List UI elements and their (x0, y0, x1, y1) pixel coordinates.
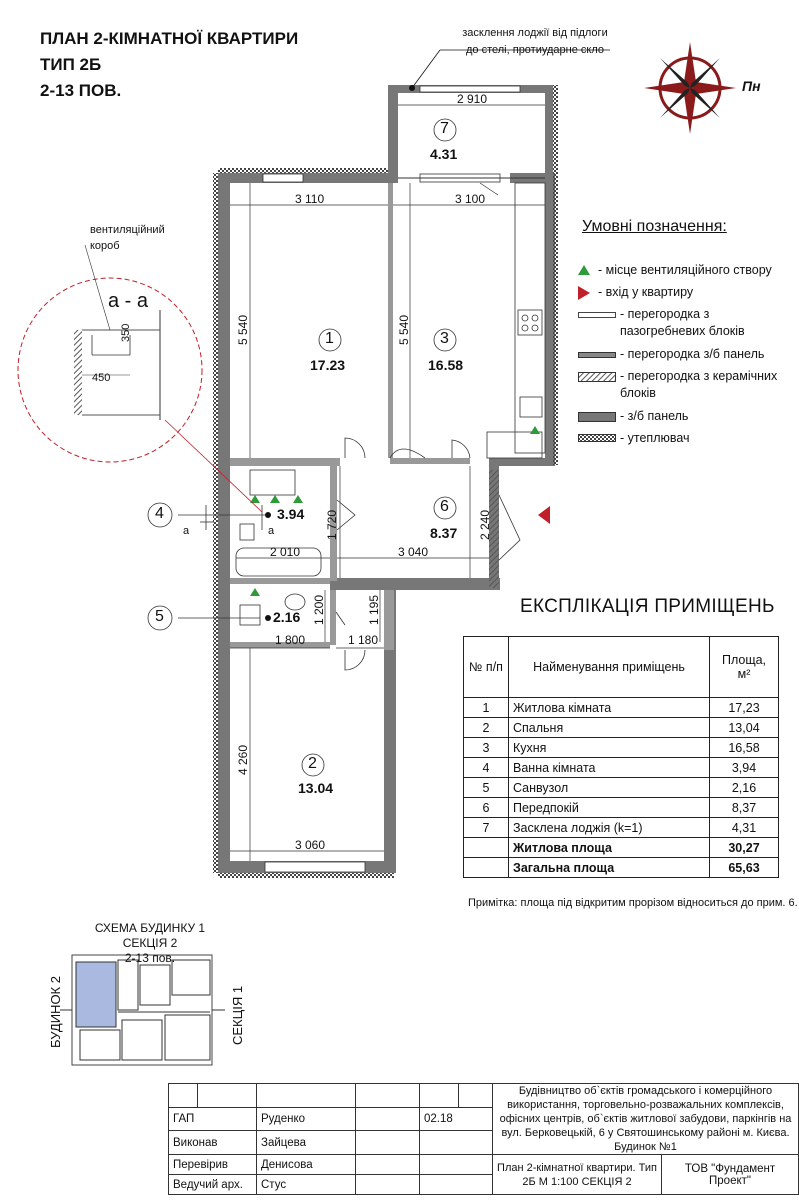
building-scheme (60, 955, 225, 1065)
table-row (464, 818, 779, 838)
room-4-number: 4 (155, 505, 164, 522)
row-area: 13,04 (710, 718, 779, 738)
stamp-role: Перевірив (169, 1155, 257, 1175)
explication-title: ЕКСПЛІКАЦІЯ ПРИМІЩЕНЬ (520, 596, 775, 617)
row-num: 6 (464, 798, 509, 818)
vent-note-line-2: короб (90, 240, 120, 252)
row-num: 2 (464, 718, 509, 738)
row-name: Передпокій (509, 798, 710, 818)
scheme-title (75, 921, 225, 966)
dim-room3-height: 5 540 (397, 314, 411, 345)
note-line-1: засклення лоджії від підлоги (462, 27, 608, 39)
legend-label-gypsum: - перегородка з пазогребневих блоків (620, 307, 745, 338)
stamp-role: Виконав (169, 1131, 257, 1155)
legend-item-entrance (578, 284, 778, 306)
ceramic-partition-icon (578, 372, 616, 382)
title-line-3: 2-13 ПОВ. (40, 81, 122, 100)
row-name: Житлова кімната (509, 698, 710, 718)
room-6-number: 6 (440, 498, 449, 515)
room-4-area: 3.94 (277, 506, 305, 522)
legend-label-concrete-partition: - перегородка з/б панель (620, 347, 765, 361)
legend-label-ceramic: - перегородка з керамічних блоків (620, 369, 778, 400)
table-row (464, 758, 779, 778)
dim-hall-width: 3 040 (398, 545, 429, 559)
title-block (168, 1083, 799, 1195)
row-area: 16,58 (710, 738, 779, 758)
room-2-area: 13.04 (298, 780, 334, 796)
col-num-header: № п/п (464, 637, 509, 698)
concrete-partition-icon (578, 352, 616, 358)
scheme-title-line-2: 2-13 пов. (124, 951, 176, 965)
legend-item-concrete-panel (578, 408, 778, 430)
row-area: 17,23 (710, 698, 779, 718)
total-living-row (464, 838, 779, 858)
dim-room1-height: 5 540 (236, 314, 250, 345)
row-num: 7 (464, 818, 509, 838)
stamp-person: Руденко (257, 1107, 356, 1131)
dim-hall-height: 2 240 (478, 509, 492, 540)
legend-item-concrete-partition (578, 346, 778, 368)
row-num: 3 (464, 738, 509, 758)
stamp-person: Зайцева (257, 1131, 356, 1155)
row-name: Засклена лоджія (k=1) (509, 818, 710, 838)
cut-label-left: а (183, 525, 190, 537)
insulation-icon (578, 434, 616, 442)
row-num: 5 (464, 778, 509, 798)
total-living-label: Житлова площа (509, 838, 710, 858)
vent-duct-note (90, 222, 165, 254)
explication-header-row (464, 637, 779, 698)
note-line-2: до стелі, протиударне скло (466, 44, 604, 56)
room-1-area: 17.23 (310, 357, 346, 373)
dim-corridor-width: 1 180 (348, 633, 379, 647)
room-6-area: 8.37 (430, 525, 458, 541)
room-5-area: 2.16 (273, 609, 301, 625)
total-living-value: 30,27 (710, 838, 779, 858)
scheme-left-label: БУДИНОК 2 (48, 976, 63, 1048)
legend-item-gypsum (578, 306, 778, 346)
legend-item-insulation (578, 430, 778, 452)
entrance-marker-icon (578, 286, 590, 300)
room-7-number: 7 (440, 120, 449, 137)
table-row (464, 778, 779, 798)
sheet-description: План 2-кімнатної квартири. Тип 2Б М 1:100 СЕКЦІЯ 2 (493, 1155, 662, 1195)
dim-room2-width: 3 060 (295, 838, 326, 852)
table-row (464, 798, 779, 818)
room-2-number: 2 (308, 755, 317, 772)
title-line-1: ПЛАН 2-КІМНАТНОЇ КВАРТИРИ (40, 29, 299, 48)
cut-label-right: а (268, 525, 275, 537)
explication-table (463, 636, 779, 878)
vent-dim-450: 450 (92, 372, 111, 384)
total-value: 65,63 (710, 858, 779, 878)
total-row (464, 858, 779, 878)
dim-wc-width: 1 800 (275, 633, 306, 647)
project-description: Будівництво об`єктів громадського і комерційного використання, торговельно-розважальних комплексів, офісних центрів, об`єктів житлової забудови, паркінгів на вул. Берковецькій, 6 у Святошинському районі м. Києва. Будинок №1 (493, 1084, 799, 1155)
section-label: а - а (108, 290, 149, 312)
gypsum-partition-icon (578, 312, 616, 318)
stamp-role: ГАП (169, 1107, 257, 1131)
vent-marker-icon (578, 265, 590, 276)
legend-label-vent: - місце вентиляційного створу (598, 263, 772, 277)
dim-bath-width: 2 010 (270, 545, 301, 559)
room-3-number: 3 (440, 330, 449, 347)
row-area: 8,37 (710, 798, 779, 818)
dim-wc-height: 1 200 (312, 594, 326, 625)
row-area: 4,31 (710, 818, 779, 838)
stamp-person: Денисова (257, 1155, 356, 1175)
dim-room2-height: 4 260 (236, 744, 250, 775)
dim-room1-width: 3 110 (295, 192, 325, 206)
north-label: Пн (742, 78, 761, 94)
company-name: ТОВ "Фундамент Проект" (662, 1155, 799, 1195)
room-1-number: 1 (325, 330, 334, 347)
vent-dim-350: 350 (120, 323, 132, 342)
row-num: 1 (464, 698, 509, 718)
title-line-2: ТИП 2Б (40, 55, 102, 74)
vent-note-line-1: вентиляційний (90, 224, 165, 236)
row-area: 2,16 (710, 778, 779, 798)
dim-loggia: 2 910 (457, 92, 488, 106)
dim-bath-height: 1 720 (325, 509, 339, 540)
row-area: 3,94 (710, 758, 779, 778)
scheme-right-label: СЕКЦІЯ 1 (230, 985, 245, 1045)
row-num: 4 (464, 758, 509, 778)
legend-label-insulation: - утеплювач (620, 431, 690, 445)
room-3-area: 16.58 (428, 357, 464, 373)
dim-corridor-height: 1 195 (367, 594, 381, 625)
row-name: Санвузол (509, 778, 710, 798)
legend-label-entrance: - вхід у квартиру (598, 285, 694, 299)
scheme-title-line-1: СХЕМА БУДИНКУ 1 СЕКЦІЯ 2 (94, 921, 206, 950)
table-row (464, 698, 779, 718)
table-row (464, 718, 779, 738)
stamp-role: Ведучий арх. (169, 1175, 257, 1195)
room-5-number: 5 (155, 608, 164, 625)
room-7-area: 4.31 (430, 146, 458, 162)
col-name-header: Найменування приміщень (509, 637, 710, 698)
total-label: Загальна площа (509, 858, 710, 878)
area-note: Примітка: площа під відкритим прорізом відноситься до прим. 6. (468, 897, 798, 909)
legend-label-concrete-panel: - з/б панель (620, 409, 689, 423)
col-area-header: Площа, м² (710, 637, 779, 698)
legend-item-ceramic (578, 368, 778, 408)
legend-item-vent (578, 262, 778, 284)
concrete-panel-icon (578, 412, 616, 422)
row-name: Спальня (509, 718, 710, 738)
table-row (464, 738, 779, 758)
stamp-person: Стус (257, 1175, 356, 1195)
stamp-date: 02.18 (420, 1107, 493, 1131)
row-name: Ванна кімната (509, 758, 710, 778)
dim-room3-width: 3 100 (455, 192, 486, 206)
legend-title: Умовні позначення: (582, 218, 727, 235)
legend (578, 262, 778, 452)
row-name: Кухня (509, 738, 710, 758)
